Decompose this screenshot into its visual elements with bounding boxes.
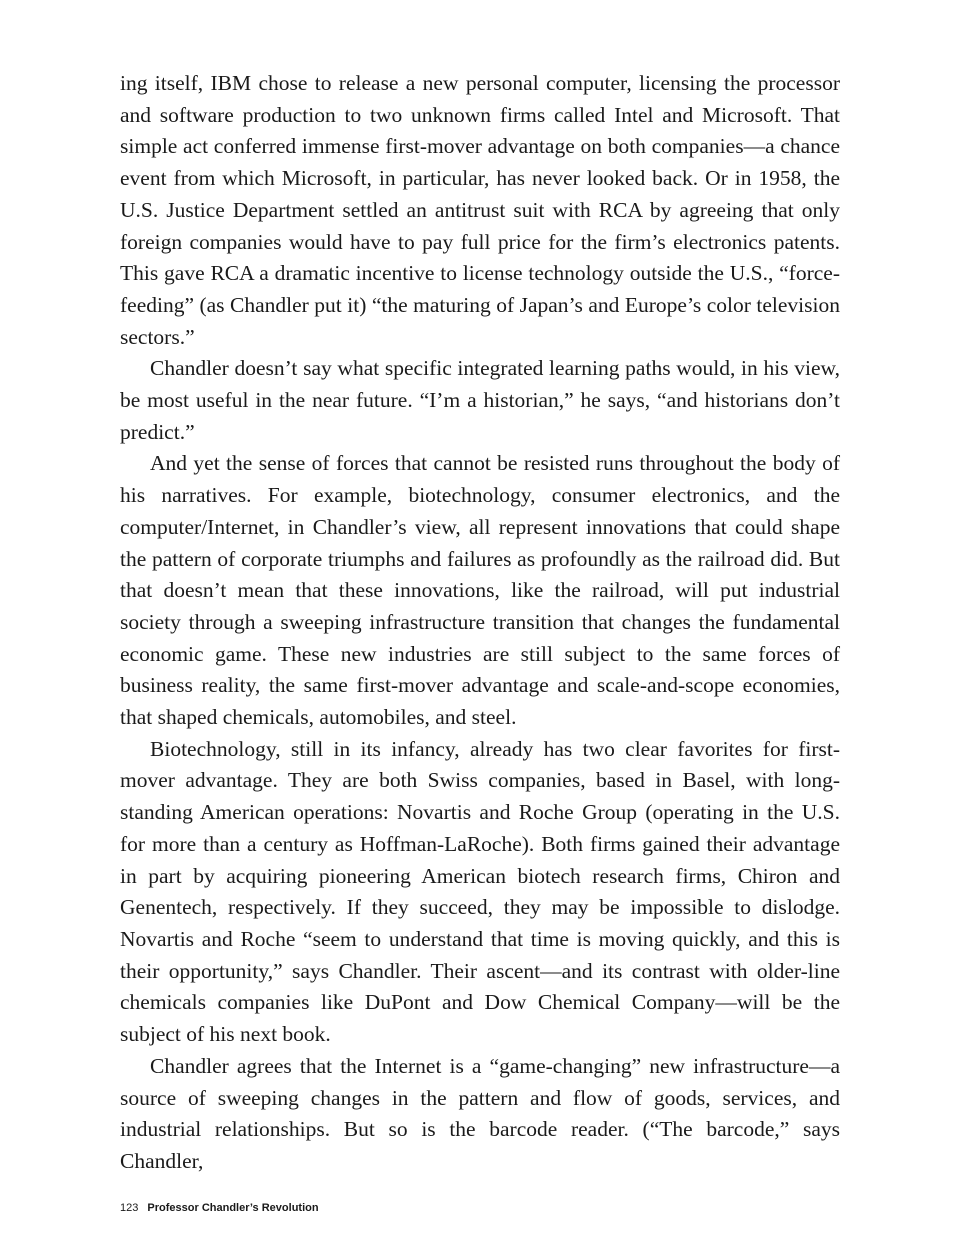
page-footer: [120, 1201, 319, 1215]
paragraph: And yet the sense of forces that cannot be resisted runs throughout the body of his narratives. For example, biotechnology, consumer electronics, and the computer/Internet, in Chandler’s view, all represent innovations that could shape the pattern of corporate triumphs and failures as profoundly as the railroad did. But that doesn’t mean that these innovations, like the railroad, will put industrial society through a sweeping infrastructure transition that changes the fundamental economic game. These new industries are still subject to the same forces of business reality, the same first-mover advantage and scale-and-scope economies, that shaped chemicals, automobiles, and steel.: [120, 451, 840, 730]
paragraph: Chandler agrees that the Internet is a “game-changing” new infrastructure—a source of sweeping changes in the pattern and flow of goods, services, and industrial relationships. But so is the barcode reader. (“The barcode,” says Chandler,: [120, 1053, 840, 1173]
paragraph: Chandler doesn’t say what specific integrated learning paths would, in his view, be most useful in the near future. “I’m a historian,” he says, “and historians don’t predict.”: [120, 356, 840, 444]
page-number: 123: [120, 1202, 139, 1214]
body-text: [120, 68, 840, 1178]
running-title: Professor Chandler’s Revolution: [147, 1202, 319, 1214]
paragraph: Biotechnology, still in its infancy, already has two clear favorites for first-mover advantage. They are both Swiss companies, based in Basel, with long-standing American operations: Novartis and Roche Group (operating in the U.S. for more than a century as Hoffman-LaRoche). Both firms gained their advantage in part by acquiring pioneering American biotech research firms, Chiron and Genentech, respectively. If they succeed, they may be impossible to dislodge. Novartis and Roche “seem to understand that time is moving quickly, and this is their opportunity,” says Chandler. Their ascent—and its contrast with older-line chemicals companies like DuPont and Dow Chemical Company—will be the subject of his next book.: [120, 736, 840, 1047]
paragraph-continued: ing itself, IBM chose to release a new personal computer, licensing the processor and software production to two unknown firms called Intel and Microsoft. That simple act conferred immense first-mover advantage on both companies—a chance event from which Microsoft, in particular, has never looked back. Or in 1958, the U.S. Justice Department settled an antitrust suit with RCA by agreeing that only foreign companies would have to pay full price for the firm’s electronics patents. This gave RCA a dramatic incentive to license technology outside the U.S., “force-feeding” (as Chandler put it) “the maturing of Japan’s and Europe’s color television sectors.”: [120, 71, 840, 349]
